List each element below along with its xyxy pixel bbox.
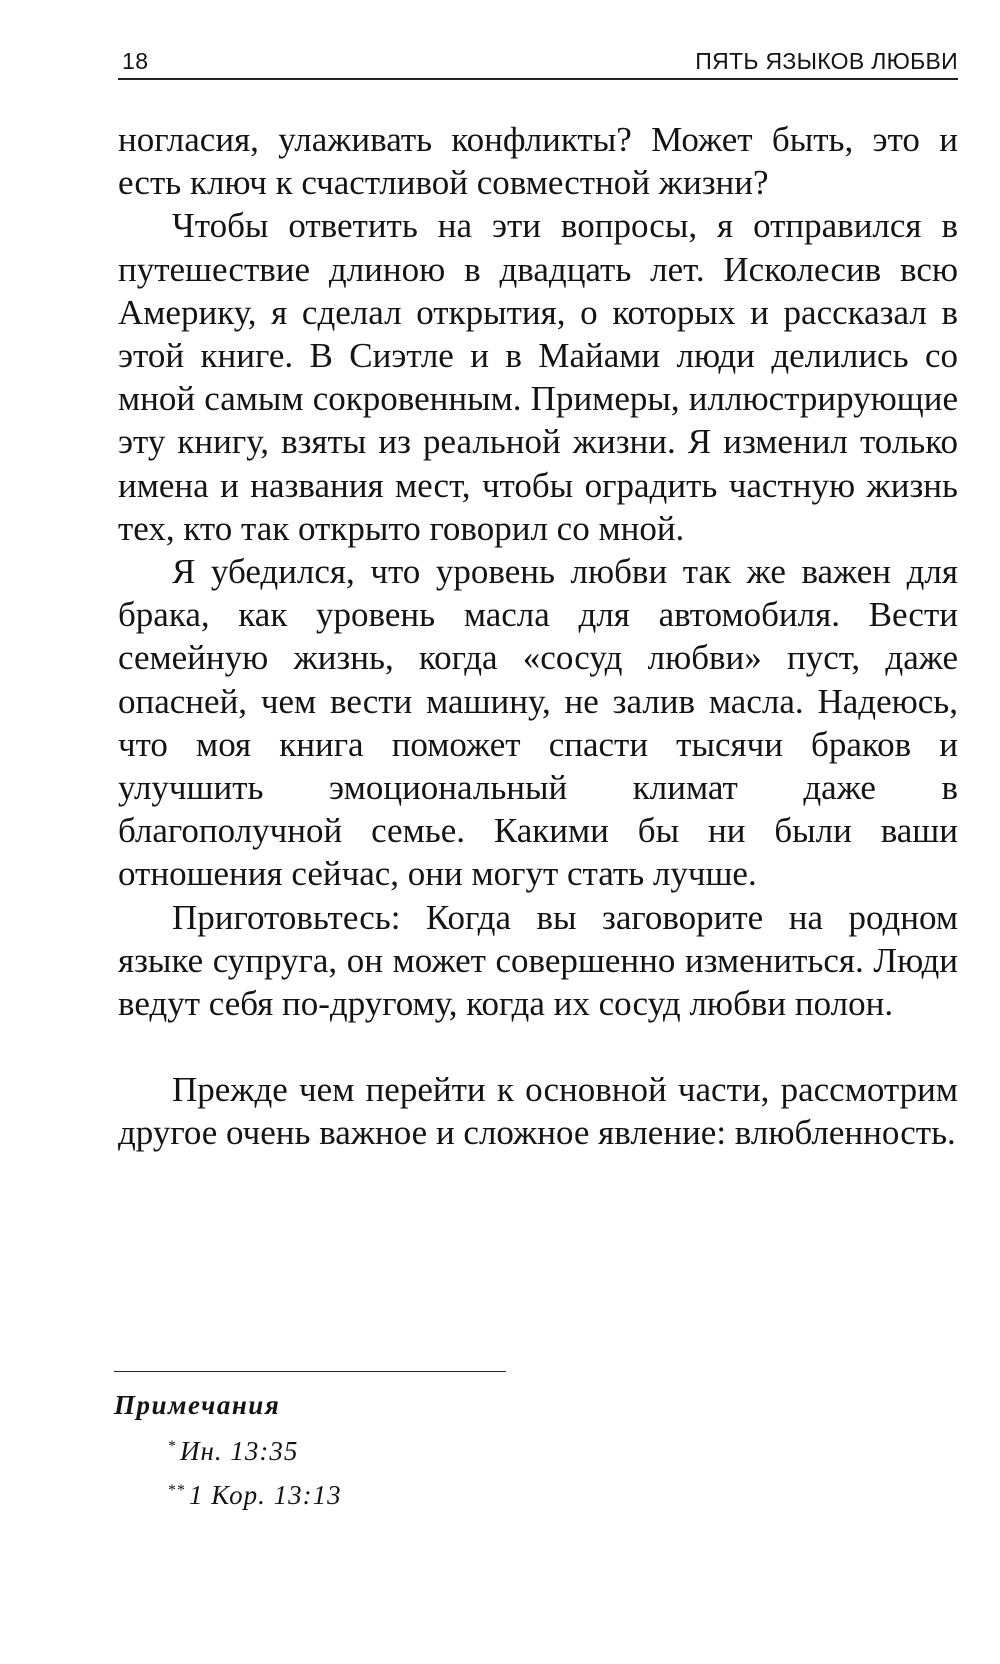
paragraph-continued: ногласия, улаживать конфликты? Может быть, это и есть ключ к счастливой совместной жизни? bbox=[118, 120, 958, 203]
page-number: 18 bbox=[122, 48, 149, 74]
footnote-text: Ин. 13:35 bbox=[180, 1436, 299, 1466]
footnote-mark: * bbox=[168, 1438, 177, 1455]
running-head bbox=[118, 44, 958, 80]
running-title: ПЯТЬ ЯЗЫКОВ ЛЮБВИ bbox=[695, 48, 958, 74]
notes-heading: Примечания bbox=[114, 1390, 281, 1420]
paragraph-prepare: Приготовьтесь: Когда вы заговорите на родном языке супруга, он может совершенно измениться. Люди ведут себя по-другому, когда их сосуд любви полон. bbox=[118, 897, 958, 1024]
paragraph-journey: Чтобы ответить на эти вопросы, я отправился в путешествие длиною в двадцать лет. Исколесив всю Америку, я сделал открытия, о которых и рассказал в этой книге. В Сиэтле и в Майами люди делились со мной самым сокровенным. Примеры, иллюстрирующие эту книгу, взяты из реальной жизни. Я изменил только имена и названия мест, чтобы оградить частную жизнь тех, кто так открыто говорил со мной. bbox=[118, 206, 958, 548]
footnote-mark: ** bbox=[168, 1482, 186, 1499]
body-text bbox=[118, 118, 958, 1155]
paragraph-transition: Прежде чем перейти к основной части, рассмотрим другое очень важное и сложное явление: влюбленность. bbox=[118, 1070, 958, 1153]
footnote-item bbox=[168, 1436, 298, 1467]
footnote-item bbox=[168, 1480, 342, 1511]
footnote-divider bbox=[114, 1371, 506, 1372]
paragraph-love-level: Я убедился, что уровень любви так же важен для брака, как уровень масла для автомобиля. Вести семейную жизнь, когда «сосуд любви» пуст, даже опасней, чем вести машину, не залив масла. Надеюсь, что моя книга поможет спасти тысячи браков и улучшить эмоциональный климат даже в благополучной семье. Какими бы ни были ваши отношения сейчас, они могут стать лучше. bbox=[118, 552, 958, 894]
footnote-text: 1 Кор. 13:13 bbox=[189, 1480, 342, 1510]
